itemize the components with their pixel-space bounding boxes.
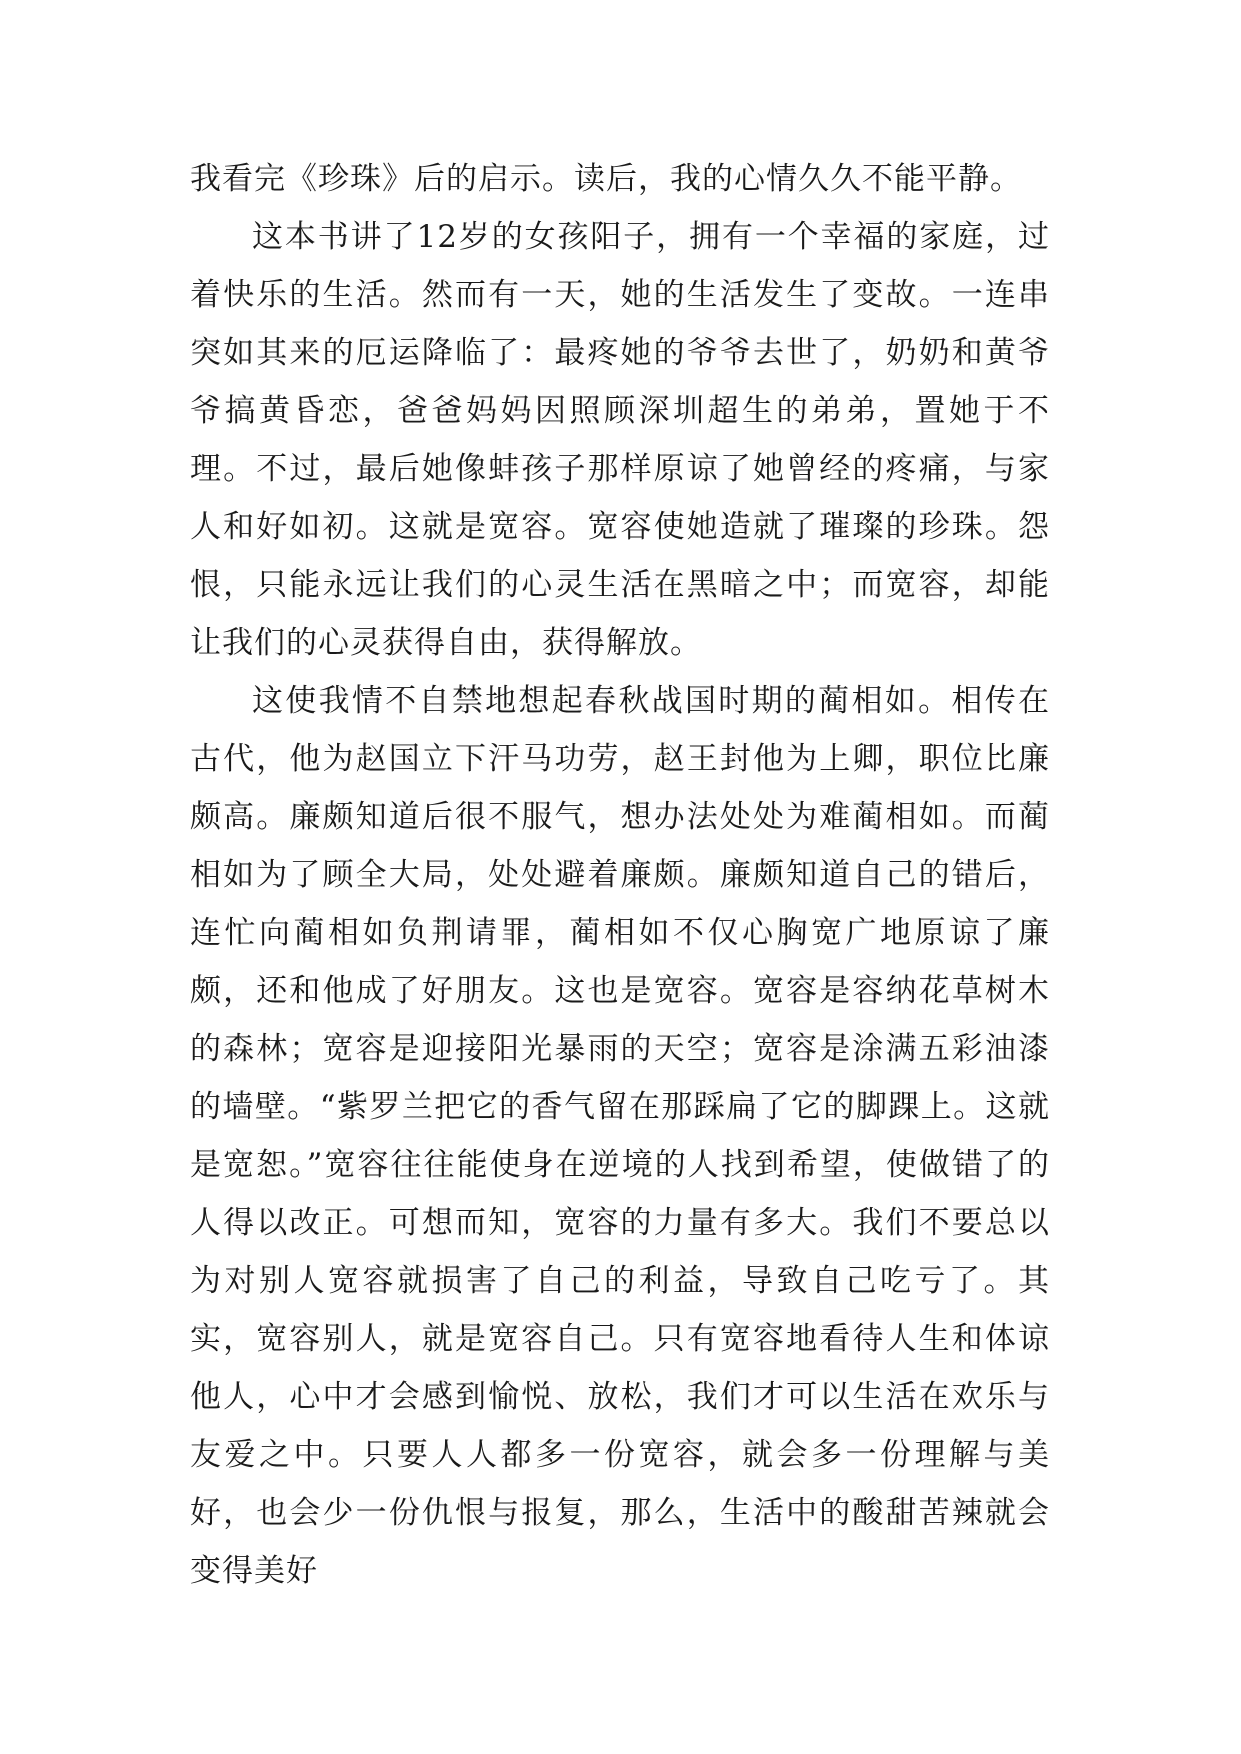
paragraph-2: 这本书讲了12岁的女孩阳子，拥有一个幸福的家庭，过着快乐的生活。然而有一天，她的生活发生了变故。一连串突如其来的厄运降临了：最疼她的爷爷去世了，奶奶和黄爷爷搞黄昏恋，爸爸妈妈因照顾深圳超生的弟弟，置她于不理。不过，最后她像蚌孩子那样原谅了她曾经的疼痛，与家人和好如初。这就是宽容。宽容使她造就了璀璨的珍珠。怨恨，只能永远让我们的心灵生活在黑暗之中；而宽容，却能让我们的心灵获得自由，获得解放。: [190, 219, 1050, 661]
document-body: [190, 150, 1050, 1600]
paragraph-3: 这使我情不自禁地想起春秋战国时期的蔺相如。相传在古代，他为赵国立下汗马功劳，赵王封他为上卿，职位比廉颇高。廉颇知道后很不服气，想办法处处为难蔺相如。而蔺相如为了顾全大局，处处避着廉颇。廉颇知道自己的错后，连忙向蔺相如负荆请罪，蔺相如不仅心胸宽广地原谅了廉颇，还和他成了好朋友。这也是宽容。宽容是容纳花草树木的森林；宽容是迎接阳光暴雨的天空；宽容是涂满五彩油漆的墙壁。“紫罗兰把它的香气留在那踩扁了它的脚踝上。这就是宽恕。”宽容往往能使身在逆境的人找到希望，使做错了的人得以改正。可想而知，宽容的力量有多大。我们不要总以为对别人宽容就损害了自己的利益，导致自己吃亏了。其实，宽容别人，就是宽容自己。只有宽容地看待人生和体谅他人，心中才会感到愉悦、放松，我们才可以生活在欢乐与友爱之中。只要人人都多一份宽容，就会多一份理解与美好，也会少一份仇恨与报复，那么，生活中的酸甜苦辣就会变得美好: [190, 683, 1050, 1589]
paragraph-1: 我看完《珍珠》后的启示。读后，我的心情久久不能平静。: [190, 161, 1022, 197]
